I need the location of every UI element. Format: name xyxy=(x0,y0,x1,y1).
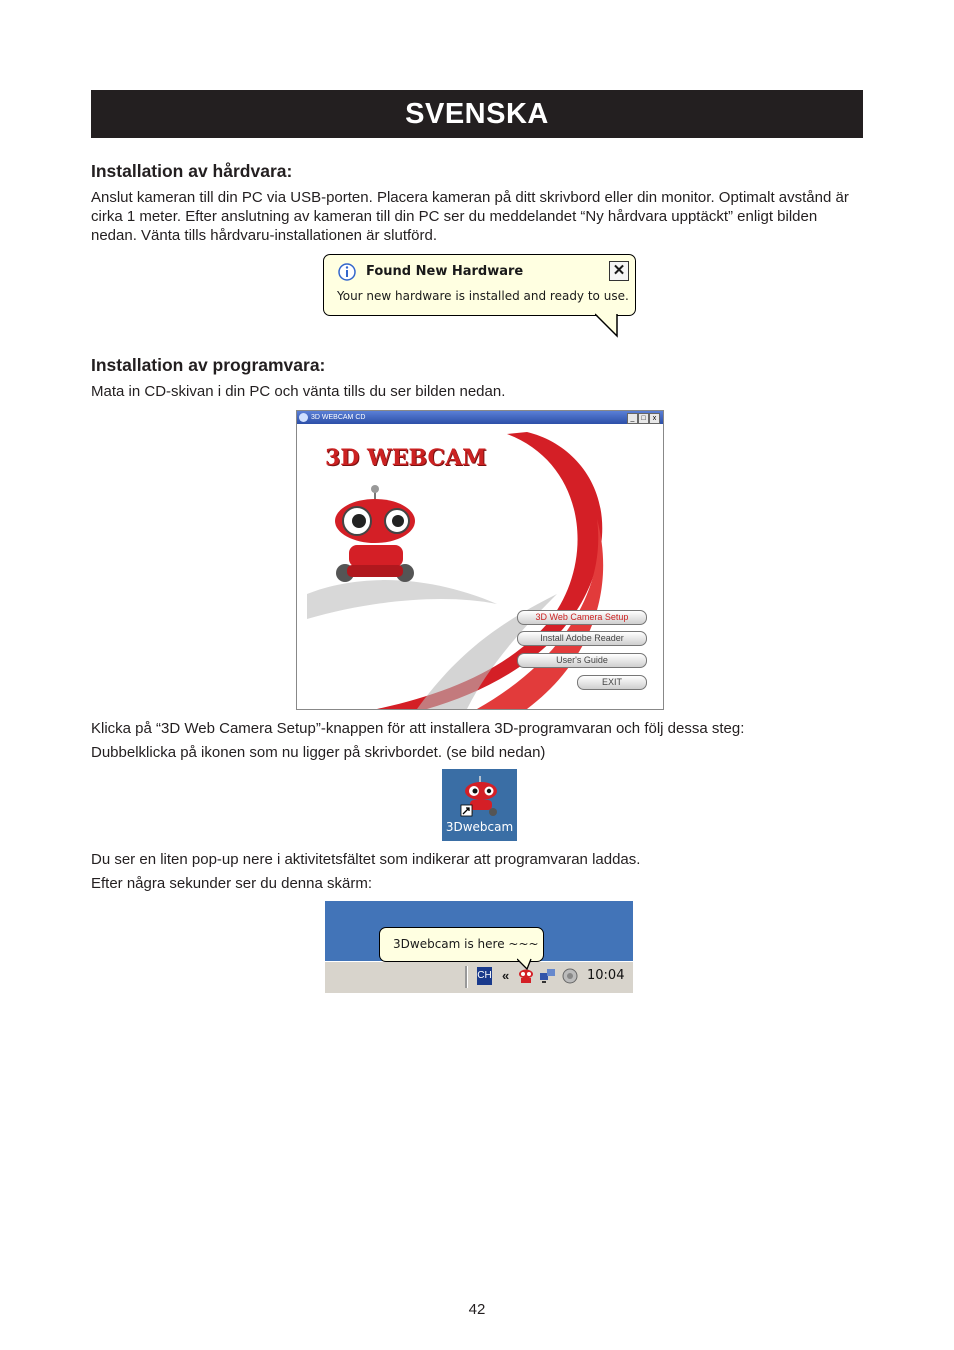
users-guide-button[interactable]: User's Guide xyxy=(517,653,647,668)
maximize-button[interactable]: □ xyxy=(638,413,649,424)
desktop-shortcut[interactable] xyxy=(442,769,517,841)
software-heading: Installation av programvara: xyxy=(91,355,326,375)
tray-balloon xyxy=(379,927,544,962)
tray-divider xyxy=(465,966,468,988)
language-indicator[interactable]: CH xyxy=(477,967,492,985)
language-banner: SVENSKA xyxy=(91,90,863,138)
taskbar-screenshot xyxy=(325,901,633,993)
volume-icon[interactable] xyxy=(561,967,579,985)
install-adobe-reader-button[interactable]: Install Adobe Reader xyxy=(517,631,647,646)
exit-button[interactable]: EXIT xyxy=(577,675,647,690)
webcam-mascot-icon xyxy=(327,485,423,585)
popup-instruction: Du ser en liten pop-up nere i aktivitetsfältet som indikerar att programvaran laddas. xyxy=(91,851,641,868)
wait-instruction: Efter några sekunder ser du denna skärm: xyxy=(91,875,372,892)
shortcut-label: 3Dwebcam xyxy=(445,820,514,834)
minimize-button[interactable]: _ xyxy=(627,413,638,424)
balloon-title: Found New Hardware xyxy=(366,264,524,279)
setup-button[interactable]: 3D Web Camera Setup xyxy=(517,610,647,625)
setup-instruction: Klicka på “3D Web Camera Setup”-knappen för att installera 3D-programvaran och följ dessa steg: xyxy=(91,720,745,737)
software-paragraph: Mata in CD-skivan i din PC och vänta tills du ser bilden nedan. xyxy=(91,383,506,400)
tray-clock: 10:04 xyxy=(587,968,625,983)
info-icon xyxy=(338,263,356,281)
hardware-paragraph: Anslut kameran till din PC via USB-porten. Placera kameran på ditt skrivbord eller din monitor. Optimalt avstånd är cirka 1 meter. Efter anslutning av kameran till din PC ser du meddelandet “Ny hårdvara upptäckt” enligt bilden nedan. Vänta tills hårdvaru-installationen är slutförd. xyxy=(91,189,849,244)
close-icon[interactable]: ✕ xyxy=(609,261,629,281)
double-click-instruction: Dubbelklicka på ikonen som nu ligger på skrivbordet. (se bild nedan) xyxy=(91,744,546,761)
page-number: 42 xyxy=(468,1301,486,1318)
app-title: 3D WEBCAM xyxy=(325,445,487,471)
window-titlebar xyxy=(297,411,663,424)
cd-window xyxy=(296,410,664,710)
found-new-hardware-balloon xyxy=(323,254,636,316)
tray-balloon-text: 3Dwebcam is here ~~~ xyxy=(393,937,539,951)
balloon-tail xyxy=(517,958,533,970)
chevron-left-icon[interactable]: « xyxy=(502,968,510,983)
cd-icon xyxy=(299,413,308,422)
balloon-tail xyxy=(595,312,635,338)
network-icon[interactable] xyxy=(539,967,557,985)
window-title: 3D WEBCAM CD xyxy=(311,414,366,421)
balloon-message: Your new hardware is installed and ready to use. xyxy=(337,289,629,303)
close-button[interactable]: x xyxy=(649,413,660,424)
hardware-heading: Installation av hårdvara: xyxy=(91,161,293,181)
webcam-mascot-icon xyxy=(460,775,500,819)
